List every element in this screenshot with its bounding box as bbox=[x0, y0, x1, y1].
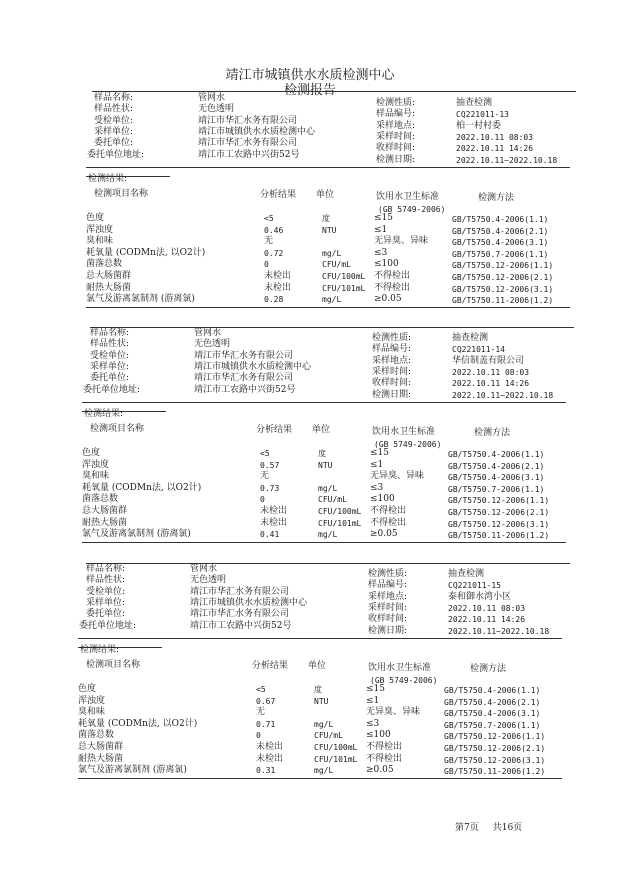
label-sample-name: 样品名称: bbox=[90, 328, 130, 338]
sub-divider bbox=[86, 167, 570, 168]
value-consignor: 靖江市华汇水务有限公司 bbox=[194, 373, 294, 384]
col-header-unit: 单位 bbox=[308, 661, 327, 671]
item-method: GB/T5750.4-2006(2.1) bbox=[444, 697, 541, 707]
item-unit: mg/L bbox=[314, 766, 334, 776]
item-unit: mg/L bbox=[318, 530, 338, 540]
value-client: 靖江市华汇水务有限公司 bbox=[198, 115, 298, 126]
item-result: 0 bbox=[260, 495, 265, 505]
col-header-item: 检测项目名称 bbox=[90, 424, 145, 434]
col-header-standard-sub: (GB 5749-2006) bbox=[370, 676, 438, 685]
item-result: 未检出 bbox=[260, 506, 288, 516]
value-test-date: 2022.10.11~2022.10.18 bbox=[448, 626, 550, 636]
page-subtitle: 检测报告 bbox=[283, 83, 336, 98]
section-divider bbox=[86, 563, 570, 564]
col-header-method: 检测方法 bbox=[474, 428, 511, 438]
label-site: 采样地点: bbox=[368, 591, 408, 602]
item-result: 0.72 bbox=[264, 248, 284, 258]
results-label: 检测结果: bbox=[80, 645, 120, 655]
value-site: 泰和御水湾小区 bbox=[448, 591, 512, 602]
item-method: GB/T5750.7-2006(1.1) bbox=[448, 484, 545, 494]
item-method: GB/T5750.4-2006(2.1) bbox=[452, 226, 549, 236]
value-client: 靖江市华汇水务有限公司 bbox=[194, 350, 294, 361]
table-bottom-rule bbox=[82, 542, 566, 543]
item-result: 0.46 bbox=[264, 225, 284, 235]
item-method: GB/T5750.4-2006(1.1) bbox=[448, 450, 545, 459]
item-result: 未检出 bbox=[264, 282, 292, 293]
label-sampler: 采样单位: bbox=[94, 126, 134, 137]
col-header-result: 分析结果 bbox=[260, 190, 297, 200]
item-name: 氯气及游离氯制剂 (游离氯) bbox=[78, 765, 187, 776]
value-receive-time: 2022.10.11 14:26 bbox=[456, 144, 534, 154]
item-standard: 不得检出 bbox=[370, 517, 407, 528]
item-standard: ≤15 bbox=[366, 684, 385, 694]
item-result: 0.67 bbox=[256, 696, 276, 706]
item-name: 耐热大肠菌 bbox=[86, 282, 132, 293]
table-bottom-rule bbox=[78, 778, 562, 779]
results-label: 检测结果: bbox=[88, 174, 128, 184]
item-standard: 不得检出 bbox=[370, 506, 407, 516]
page-number: 第7页 bbox=[455, 823, 479, 833]
item-standard: ≥0.05 bbox=[374, 294, 402, 305]
item-standard: ≤15 bbox=[370, 448, 389, 458]
value-site: 华信制盖有限公司 bbox=[452, 355, 525, 366]
item-method: GB/T5750.12-2006(1.1) bbox=[444, 732, 546, 742]
value-sample-traits: 无色透明 bbox=[190, 575, 227, 586]
label-sample-traits: 样品性状: bbox=[90, 339, 130, 350]
item-name: 臭和味 bbox=[86, 236, 114, 247]
item-unit: CFU/101mL bbox=[318, 518, 362, 528]
item-method: GB/T5750.4-2006(1.1) bbox=[444, 686, 541, 695]
col-header-unit: 单位 bbox=[312, 425, 331, 435]
section-divider bbox=[92, 91, 576, 92]
value-consignor-addr: 靖江市工农路中兴街52号 bbox=[198, 149, 300, 160]
value-consignor-addr: 靖江市工农路中兴街52号 bbox=[194, 384, 296, 395]
item-name: 色度 bbox=[78, 684, 97, 694]
sub-divider bbox=[82, 402, 566, 403]
value-receive-time: 2022.10.11 14:26 bbox=[452, 379, 530, 389]
item-unit: CFU/101mL bbox=[322, 283, 366, 293]
label-consignor-addr: 委托单位地址: bbox=[83, 384, 141, 395]
value-site: 柏一村村委 bbox=[456, 120, 502, 131]
item-unit: 度 bbox=[314, 685, 322, 694]
item-unit: CFU/100mL bbox=[322, 272, 366, 281]
item-method: GB/T5750.12-2006(2.1) bbox=[444, 744, 546, 753]
label-receive-time: 收样时间: bbox=[372, 378, 412, 389]
item-name: 菌落总数 bbox=[82, 494, 119, 505]
item-name: 耗氧量 (CODMn法, 以O2计) bbox=[78, 718, 198, 729]
item-name: 耐热大肠菌 bbox=[78, 753, 124, 764]
item-result: 0 bbox=[256, 731, 261, 741]
label-sample-name: 样品名称: bbox=[94, 93, 134, 103]
value-receive-time: 2022.10.11 14:26 bbox=[448, 615, 526, 625]
col-header-unit: 单位 bbox=[316, 190, 335, 200]
item-method: GB/T5750.12-2006(3.1) bbox=[452, 284, 554, 294]
item-unit: CFU/mL bbox=[314, 731, 343, 741]
item-name: 色度 bbox=[86, 213, 105, 223]
label-test-nature: 检测性质: bbox=[368, 569, 408, 579]
label-consignor: 委托单位: bbox=[86, 609, 126, 620]
col-header-standard: 饮用水卫生标准 bbox=[376, 192, 440, 202]
col-header-result: 分析结果 bbox=[252, 661, 289, 671]
item-unit: NTU bbox=[314, 696, 329, 706]
item-method: GB/T5750.4-2006(3.1) bbox=[452, 238, 549, 248]
col-header-item: 检测项目名称 bbox=[86, 660, 141, 670]
item-standard: ≤100 bbox=[370, 494, 395, 505]
label-sample-traits: 样品性状: bbox=[94, 104, 134, 115]
item-name: 耗氧量 (CODMn法, 以O2计) bbox=[86, 247, 206, 258]
item-method: GB/T5750.4-2006(2.1) bbox=[448, 461, 545, 471]
col-header-standard-sub: (GB 5749-2006) bbox=[378, 205, 446, 214]
item-name: 臭和味 bbox=[82, 471, 110, 482]
label-client: 受检单位: bbox=[90, 350, 130, 361]
item-standard: ≥0.05 bbox=[370, 529, 398, 540]
label-consignor-addr: 委托单位地址: bbox=[79, 620, 137, 631]
item-method: GB/T5750.12-2006(1.1) bbox=[452, 261, 554, 271]
item-result: 未检出 bbox=[260, 517, 288, 528]
item-standard: ≥0.05 bbox=[366, 765, 394, 776]
item-result: 0.57 bbox=[260, 460, 280, 470]
value-sample-no: CQ221011-13 bbox=[456, 110, 509, 120]
value-test-nature: 抽查检测 bbox=[452, 333, 489, 343]
label-client: 受检单位: bbox=[94, 115, 134, 126]
label-sample-no: 样品编号: bbox=[368, 580, 408, 591]
label-sample-time: 采样时间: bbox=[368, 602, 408, 613]
label-client: 受检单位: bbox=[86, 586, 126, 597]
item-result: 无 bbox=[260, 471, 270, 482]
item-unit: 度 bbox=[322, 214, 330, 223]
item-standard: ≤15 bbox=[374, 213, 393, 223]
item-name: 总大肠菌群 bbox=[82, 506, 128, 516]
results-label: 检测结果: bbox=[84, 409, 124, 419]
value-sample-name: 管网水 bbox=[198, 93, 226, 103]
value-test-date: 2022.10.11~2022.10.18 bbox=[456, 155, 558, 165]
value-consignor: 靖江市华汇水务有限公司 bbox=[198, 138, 298, 149]
label-sample-name: 样品名称: bbox=[86, 564, 126, 574]
item-standard: 不得检出 bbox=[366, 742, 403, 752]
label-consignor-addr: 委托单位地址: bbox=[87, 149, 145, 160]
item-method: GB/T5750.12-2006(2.1) bbox=[452, 273, 554, 282]
value-sample-time: 2022.10.11 08:03 bbox=[452, 367, 530, 377]
item-unit: CFU/mL bbox=[322, 260, 351, 270]
label-consignor: 委托单位: bbox=[94, 138, 134, 149]
label-test-date: 检测日期: bbox=[372, 389, 412, 400]
page-total: 共16页 bbox=[492, 823, 523, 833]
value-sampler: 靖江市城镇供水水质检测中心 bbox=[190, 597, 308, 608]
item-unit: CFU/100mL bbox=[314, 743, 358, 752]
item-result: 0 bbox=[264, 260, 269, 270]
item-result: 未检出 bbox=[256, 742, 284, 752]
item-method: GB/T5750.4-2006(1.1) bbox=[452, 215, 549, 224]
item-name: 菌落总数 bbox=[78, 730, 115, 741]
item-name: 菌落总数 bbox=[86, 259, 123, 270]
item-standard: ≤1 bbox=[374, 224, 388, 235]
label-test-date: 检测日期: bbox=[368, 625, 408, 636]
item-result: 0.73 bbox=[260, 483, 280, 493]
value-consignor-addr: 靖江市工农路中兴街52号 bbox=[190, 620, 292, 631]
item-unit: CFU/mL bbox=[318, 495, 347, 505]
item-name: 总大肠菌群 bbox=[86, 271, 132, 281]
label-test-nature: 检测性质: bbox=[376, 98, 416, 108]
value-sample-no: CQ221011-14 bbox=[452, 345, 505, 355]
value-sample-time: 2022.10.11 08:03 bbox=[456, 132, 534, 142]
item-standard: 不得检出 bbox=[366, 753, 403, 764]
label-sample-no: 样品编号: bbox=[372, 344, 412, 355]
item-result: 0.71 bbox=[256, 719, 276, 729]
item-unit: mg/L bbox=[314, 719, 334, 729]
item-standard: ≤3 bbox=[374, 247, 388, 258]
item-standard: ≤100 bbox=[374, 259, 399, 270]
value-sampler: 靖江市城镇供水水质检测中心 bbox=[194, 361, 312, 372]
value-test-nature: 抽查检测 bbox=[456, 98, 493, 108]
item-method: GB/T5750.11-2006(1.2) bbox=[452, 296, 554, 306]
item-name: 氯气及游离氯制剂 (游离氯) bbox=[82, 529, 191, 540]
item-unit: mg/L bbox=[318, 483, 338, 493]
item-unit: 度 bbox=[318, 449, 326, 458]
page-title: 靖江市城镇供水水质检测中心 bbox=[225, 68, 395, 83]
value-test-date: 2022.10.11~2022.10.18 bbox=[452, 390, 554, 400]
item-name: 耗氧量 (CODMn法, 以O2计) bbox=[82, 482, 202, 493]
col-header-standard-sub: (GB 5749-2006) bbox=[374, 440, 442, 449]
item-unit: NTU bbox=[318, 460, 333, 470]
item-result: 0.41 bbox=[260, 530, 280, 540]
item-method: GB/T5750.4-2006(3.1) bbox=[448, 473, 545, 483]
item-unit: NTU bbox=[322, 225, 337, 235]
item-unit: mg/L bbox=[322, 248, 342, 258]
label-receive-time: 收样时间: bbox=[376, 143, 416, 154]
section-divider bbox=[90, 327, 574, 328]
item-result: 0.28 bbox=[264, 295, 284, 305]
item-result: <5 bbox=[264, 214, 274, 223]
value-sample-traits: 无色透明 bbox=[198, 104, 235, 115]
label-site: 采样地点: bbox=[372, 355, 412, 366]
label-sampler: 采样单位: bbox=[86, 597, 126, 608]
item-standard: 不得检出 bbox=[374, 271, 411, 281]
label-sample-traits: 样品性状: bbox=[86, 575, 126, 586]
item-result: 无 bbox=[256, 707, 266, 718]
col-header-item: 检测项目名称 bbox=[94, 189, 149, 199]
value-consignor: 靖江市华汇水务有限公司 bbox=[190, 609, 290, 620]
label-site: 采样地点: bbox=[376, 120, 416, 131]
label-consignor: 委托单位: bbox=[90, 373, 130, 384]
sub-divider bbox=[78, 638, 562, 639]
item-unit: mg/L bbox=[322, 295, 342, 305]
label-sample-time: 采样时间: bbox=[376, 131, 416, 142]
value-sample-name: 管网水 bbox=[194, 328, 222, 338]
item-standard: ≤1 bbox=[370, 459, 384, 470]
page-footer bbox=[455, 820, 536, 833]
item-method: GB/T5750.12-2006(2.1) bbox=[448, 508, 550, 517]
item-name: 耐热大肠菌 bbox=[82, 517, 128, 528]
item-name: 浑浊度 bbox=[82, 459, 110, 470]
item-method: GB/T5750.11-2006(1.2) bbox=[444, 767, 546, 777]
item-result: 无 bbox=[264, 236, 274, 247]
item-method: GB/T5750.7-2006(1.1) bbox=[452, 249, 549, 259]
item-result: 0.31 bbox=[256, 766, 276, 776]
item-standard: ≤100 bbox=[366, 730, 391, 741]
item-name: 浑浊度 bbox=[78, 695, 106, 706]
item-standard: 不得检出 bbox=[374, 282, 411, 293]
item-name: 浑浊度 bbox=[86, 224, 114, 235]
item-method: GB/T5750.12-2006(3.1) bbox=[448, 519, 550, 529]
item-standard: 无异臭、异味 bbox=[366, 707, 421, 718]
label-test-date: 检测日期: bbox=[376, 154, 416, 165]
item-name: 色度 bbox=[82, 448, 101, 458]
col-header-standard: 饮用水卫生标准 bbox=[368, 663, 432, 673]
label-sample-time: 采样时间: bbox=[372, 366, 412, 377]
table-bottom-rule bbox=[86, 307, 570, 308]
col-header-standard: 饮用水卫生标准 bbox=[372, 427, 436, 437]
item-method: GB/T5750.11-2006(1.2) bbox=[448, 531, 550, 541]
col-header-result: 分析结果 bbox=[256, 425, 293, 435]
value-sample-traits: 无色透明 bbox=[194, 339, 231, 350]
item-name: 臭和味 bbox=[78, 707, 106, 718]
item-standard: ≤3 bbox=[370, 482, 384, 493]
item-result: 未检出 bbox=[256, 753, 284, 764]
value-sampler: 靖江市城镇供水水质检测中心 bbox=[198, 126, 316, 137]
item-standard: ≤1 bbox=[366, 695, 380, 706]
item-unit: CFU/100mL bbox=[318, 507, 362, 516]
value-sample-no: CQ221011-15 bbox=[448, 581, 501, 591]
item-name: 氯气及游离氯制剂 (游离氯) bbox=[86, 294, 195, 305]
label-test-nature: 检测性质: bbox=[372, 333, 412, 343]
item-standard: ≤3 bbox=[366, 718, 380, 729]
item-method: GB/T5750.12-2006(1.1) bbox=[448, 496, 550, 506]
item-result: <5 bbox=[256, 685, 266, 694]
item-method: GB/T5750.12-2006(3.1) bbox=[444, 755, 546, 765]
item-method: GB/T5750.4-2006(3.1) bbox=[444, 709, 541, 719]
value-sample-name: 管网水 bbox=[190, 564, 218, 574]
label-sample-no: 样品编号: bbox=[376, 109, 416, 120]
label-receive-time: 收样时间: bbox=[368, 614, 408, 625]
value-sample-time: 2022.10.11 08:03 bbox=[448, 603, 526, 613]
label-sampler: 采样单位: bbox=[90, 361, 130, 372]
item-standard: 无异臭、异味 bbox=[370, 471, 425, 482]
item-unit: CFU/101mL bbox=[314, 754, 358, 764]
value-test-nature: 抽查检测 bbox=[448, 569, 485, 579]
item-result: 未检出 bbox=[264, 271, 292, 281]
item-standard: 无异臭、异味 bbox=[374, 236, 429, 247]
value-client: 靖江市华汇水务有限公司 bbox=[190, 586, 290, 597]
item-method: GB/T5750.7-2006(1.1) bbox=[444, 720, 541, 730]
col-header-method: 检测方法 bbox=[470, 664, 507, 674]
item-name: 总大肠菌群 bbox=[78, 742, 124, 752]
item-result: <5 bbox=[260, 449, 270, 458]
col-header-method: 检测方法 bbox=[478, 193, 515, 203]
